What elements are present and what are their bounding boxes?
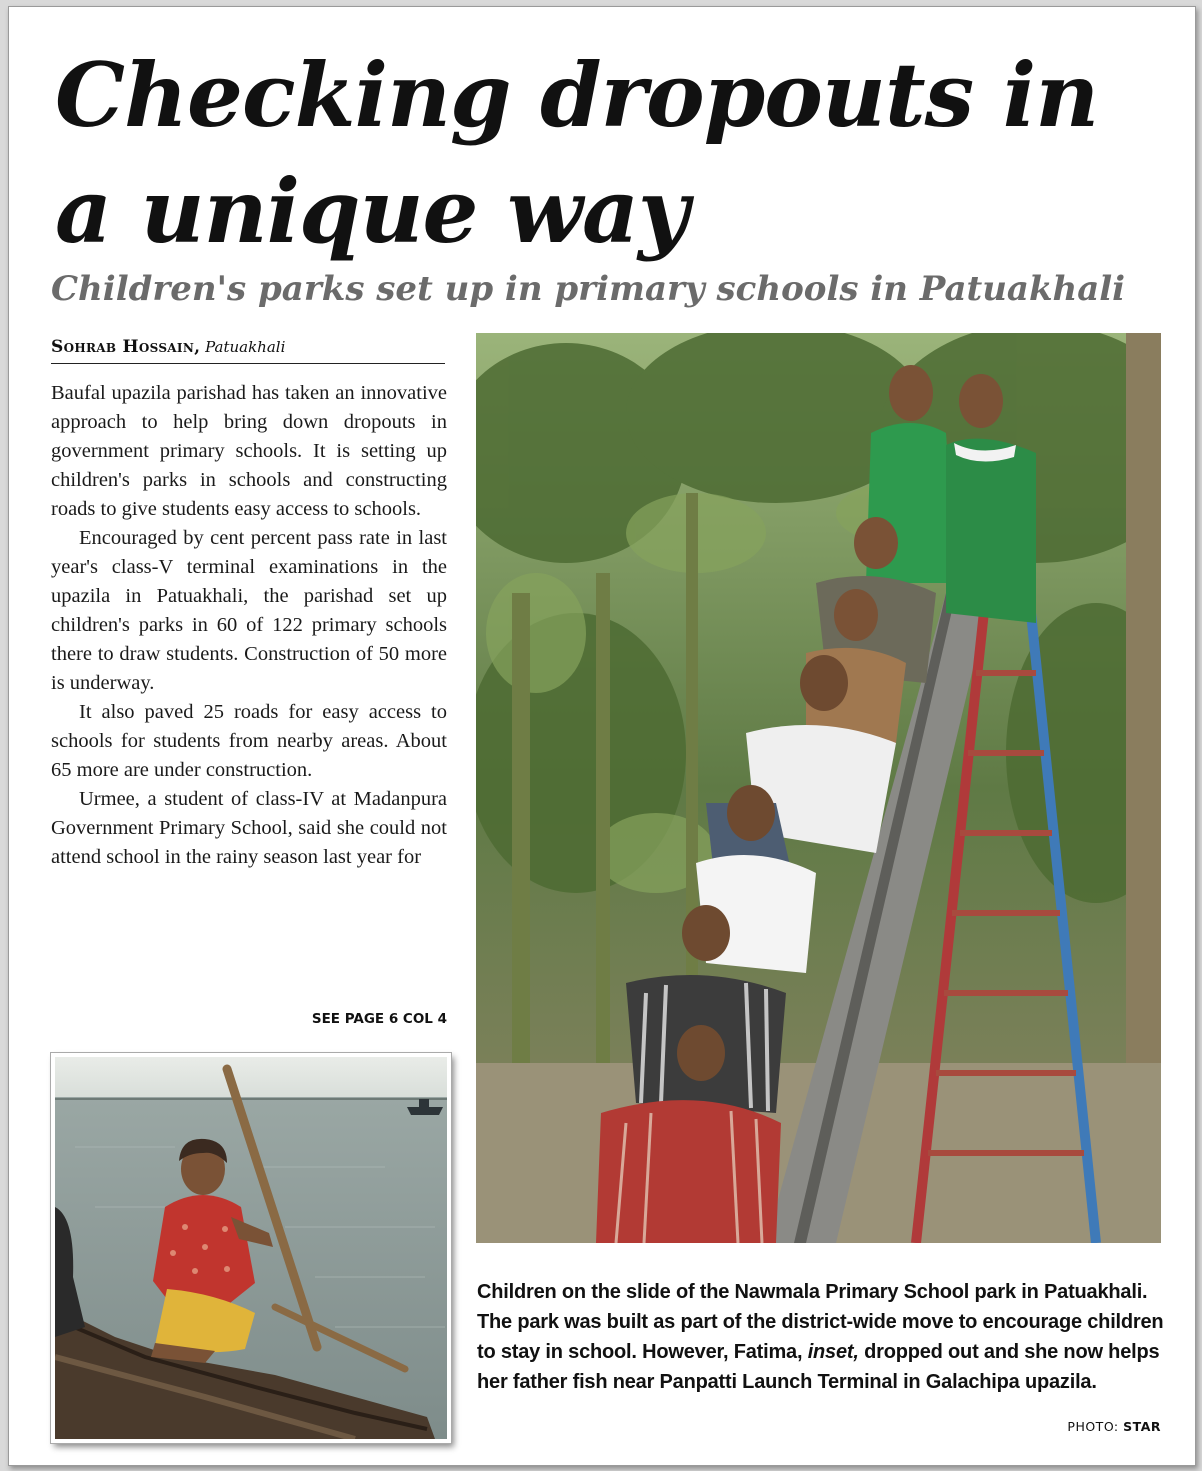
- credit-label: PHOTO:: [1067, 1419, 1119, 1434]
- subheadline: Children's parks set up in primary schools in Patuakhali: [51, 269, 1126, 309]
- caption-text: dropped out and she now helps her father fish near Panpatti Launch Terminal in Galachipa upazila.: [477, 1341, 1160, 1393]
- inset-photo-girl-rowing: [51, 1053, 451, 1443]
- credit-source: STAR: [1123, 1419, 1161, 1434]
- photo-caption: [477, 1277, 1167, 1397]
- caption-inset-word: inset,: [807, 1341, 859, 1363]
- byline: [51, 337, 445, 364]
- byline-place: Patuakhali: [205, 338, 286, 356]
- article-paragraph: Encouraged by cent percent pass rate in last year's class-V terminal examinations in the upazila in Patuakhali, the parishad set up children's parks in 60 of 122 primary schools there to draw students. Construction of 50 more is underway.: [51, 527, 447, 694]
- continuation-jump: SEE PAGE 6 COL 4: [311, 1011, 447, 1027]
- main-photo-children-on-slide: [476, 333, 1161, 1243]
- article-paragraph: Baufal upazila parishad has taken an innovative approach to help bring down dropouts in government primary schools. It is setting up children's parks in schools and constructing roads to give students easy access to schools.: [51, 382, 447, 520]
- photo-credit: [1067, 1419, 1161, 1434]
- article-paragraph: Urmee, a student of class-IV at Madanpura Government Primary School, said she could not attend school in the rainy season last year for: [51, 788, 447, 868]
- caption-text: Children on the slide of the Nawmala Primary School park in Patuakhali. The park was built as part of the district-wide move to encourage children to stay in school. However, Fatima,: [477, 1281, 1164, 1363]
- headline: Checking dropouts in a unique way: [55, 43, 1099, 263]
- byline-author: Sohrab Hossain,: [51, 337, 201, 357]
- newspaper-page: [8, 6, 1196, 1466]
- article-paragraph: It also paved 25 roads for easy access to schools for students from nearby areas. About 65 more are under construction.: [51, 701, 447, 781]
- article-body: [51, 379, 447, 872]
